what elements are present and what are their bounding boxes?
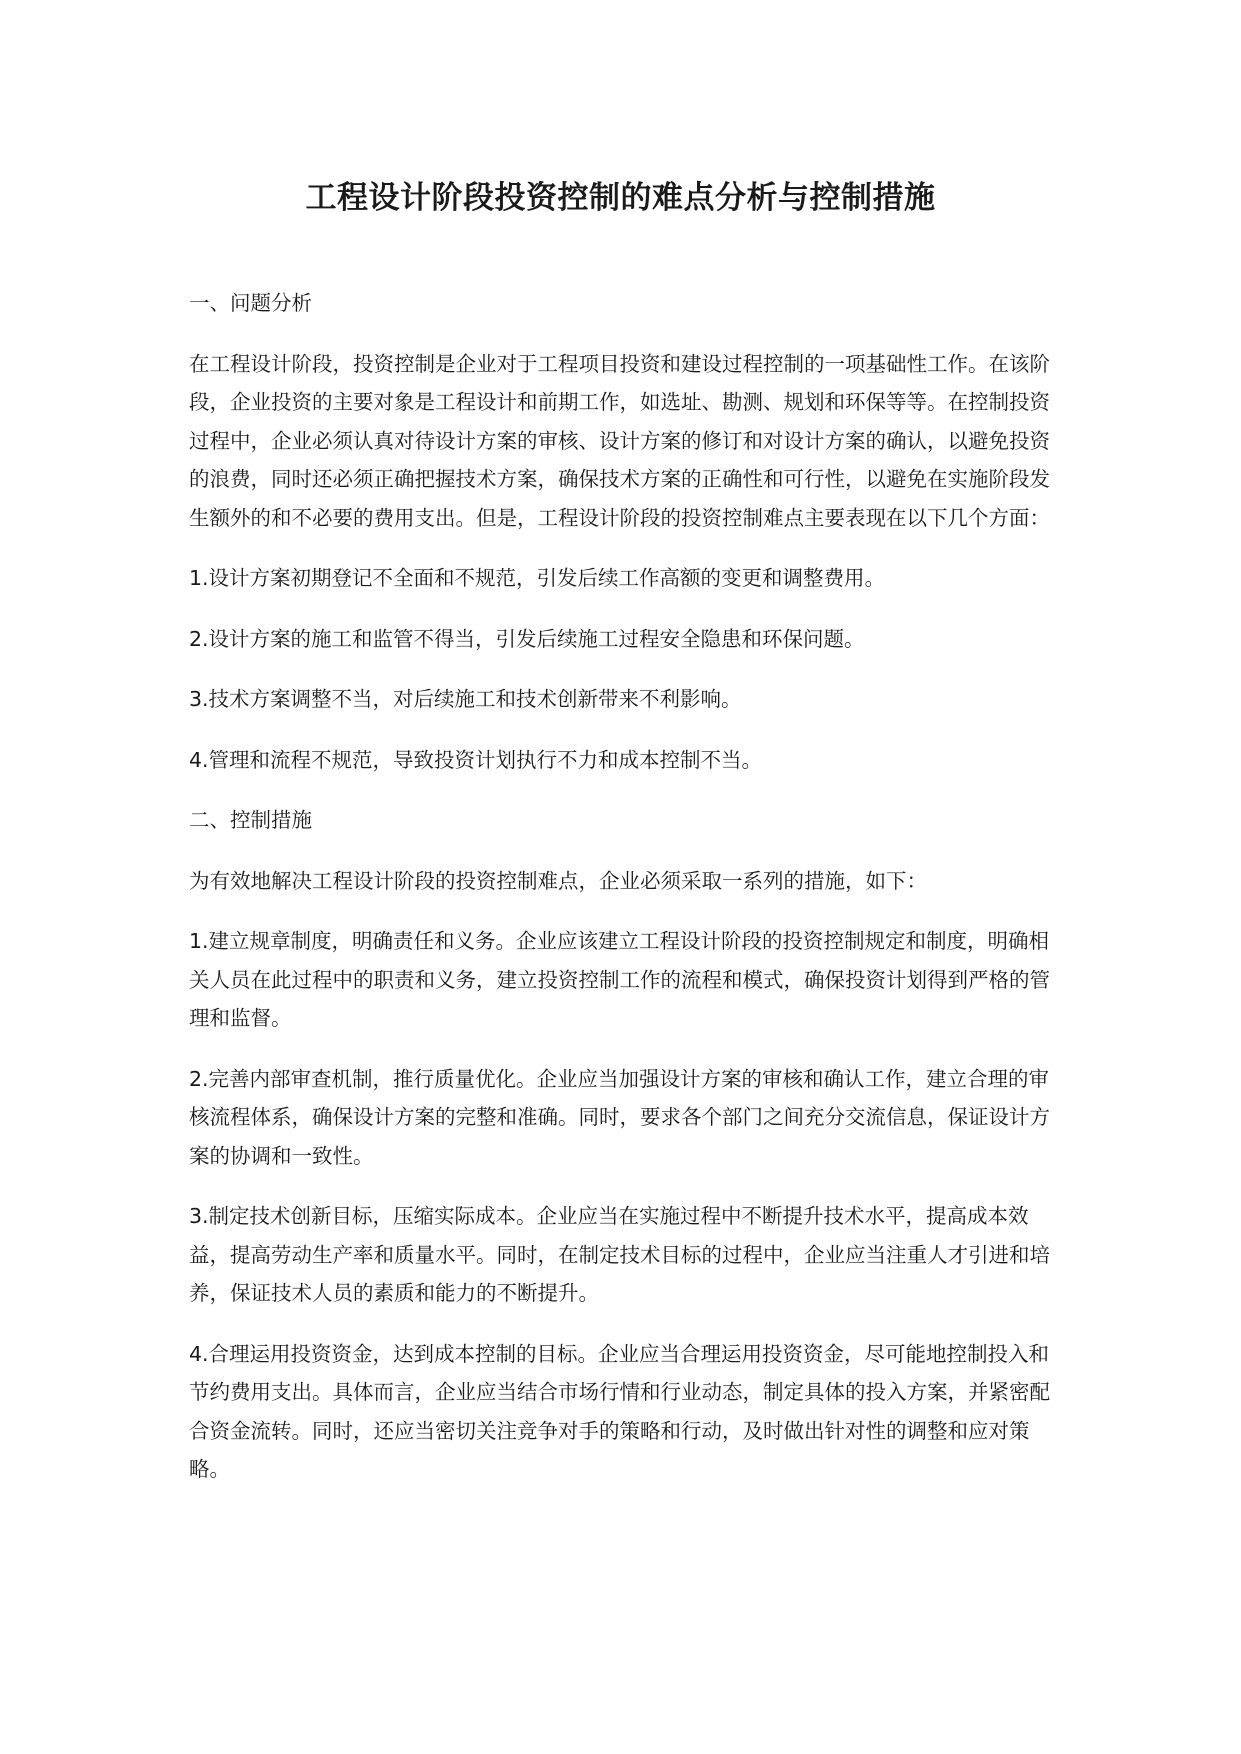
problem-item-4: 4.管理和流程不规范，导致投资计划执行不力和成本控制不当。 [189, 747, 763, 772]
measure-item-2: 2.完善内部审查机制，推行质量优化。企业应当加强设计方案的审核和确认工作，建立合理的审核流程体系，确保设计方案的完整和准确。同时，要求各个部门之间充分交流信息，保证设计方案的协调和一致性。 [189, 1066, 1050, 1168]
section1-intro-paragraph: 在工程设计阶段，投资控制是企业对于工程项目投资和建设过程控制的一项基础性工作。在该阶段，企业投资的主要对象是工程设计和前期工作，如选址、勘测、规划和环保等等。在控制投资过程中，企业必须认真对待设计方案的审核、设计方案的修订和对设计方案的确认，以避免投资的浪费，同时还必须正确把握技术方案，确保技术方案的正确性和可行性，以避免在实施阶段发生额外的和不必要的费用支出。但是，工程设计阶段的投资控制难点主要表现在以下几个方面： [189, 351, 1050, 530]
problem-item-1: 1.设计方案初期登记不全面和不规范，引发后续工作高额的变更和调整费用。 [189, 566, 886, 590]
measure-item-4: 4.合理运用投资资金，达到成本控制的目标。企业应当合理运用投资资金，尽可能地控制投入和节约费用支出。具体而言，企业应当结合市场行情和行业动态，制定具体的投入方案，并紧密配合资金流转。同时，还应当密切关注竞争对手的策略和行动，及时做出针对性的调整和应对策略。 [189, 1341, 1050, 1481]
problem-item-3: 3.技术方案调整不当，对后续施工和技术创新带来不利影响。 [189, 687, 742, 711]
section-heading-control-measures: 二、控制措施 [189, 808, 312, 832]
section2-intro-paragraph: 为有效地解决工程设计阶段的投资控制难点，企业必须采取一系列的措施，如下： [189, 868, 927, 893]
measure-item-1: 1.建立规章制度，明确责任和义务。企业应该建立工程设计阶段的投资控制规定和制度，明确相关人员在此过程中的职责和义务，建立投资控制工作的流程和模式，确保投资计划得到严格的管理和监督。 [189, 929, 1050, 1030]
document-body [189, 284, 1053, 1511]
measure-item-3: 3.制定技术创新目标，压缩实际成本。企业应当在实施过程中不断提升技术水平，提高成本效益，提高劳动生产率和质量水平。同时，在制定技术目标的过程中，企业应当注重人才引进和培养，保证技术人员的素质和能力的不断提升。 [189, 1204, 1050, 1305]
document-title: 工程设计阶段投资控制的难点分析与控制措施 [305, 180, 936, 216]
section-heading-problem-analysis: 一、问题分析 [189, 291, 312, 315]
problem-item-2: 2.设计方案的施工和监管不得当，引发后续施工过程安全隐患和环保问题。 [189, 626, 865, 651]
